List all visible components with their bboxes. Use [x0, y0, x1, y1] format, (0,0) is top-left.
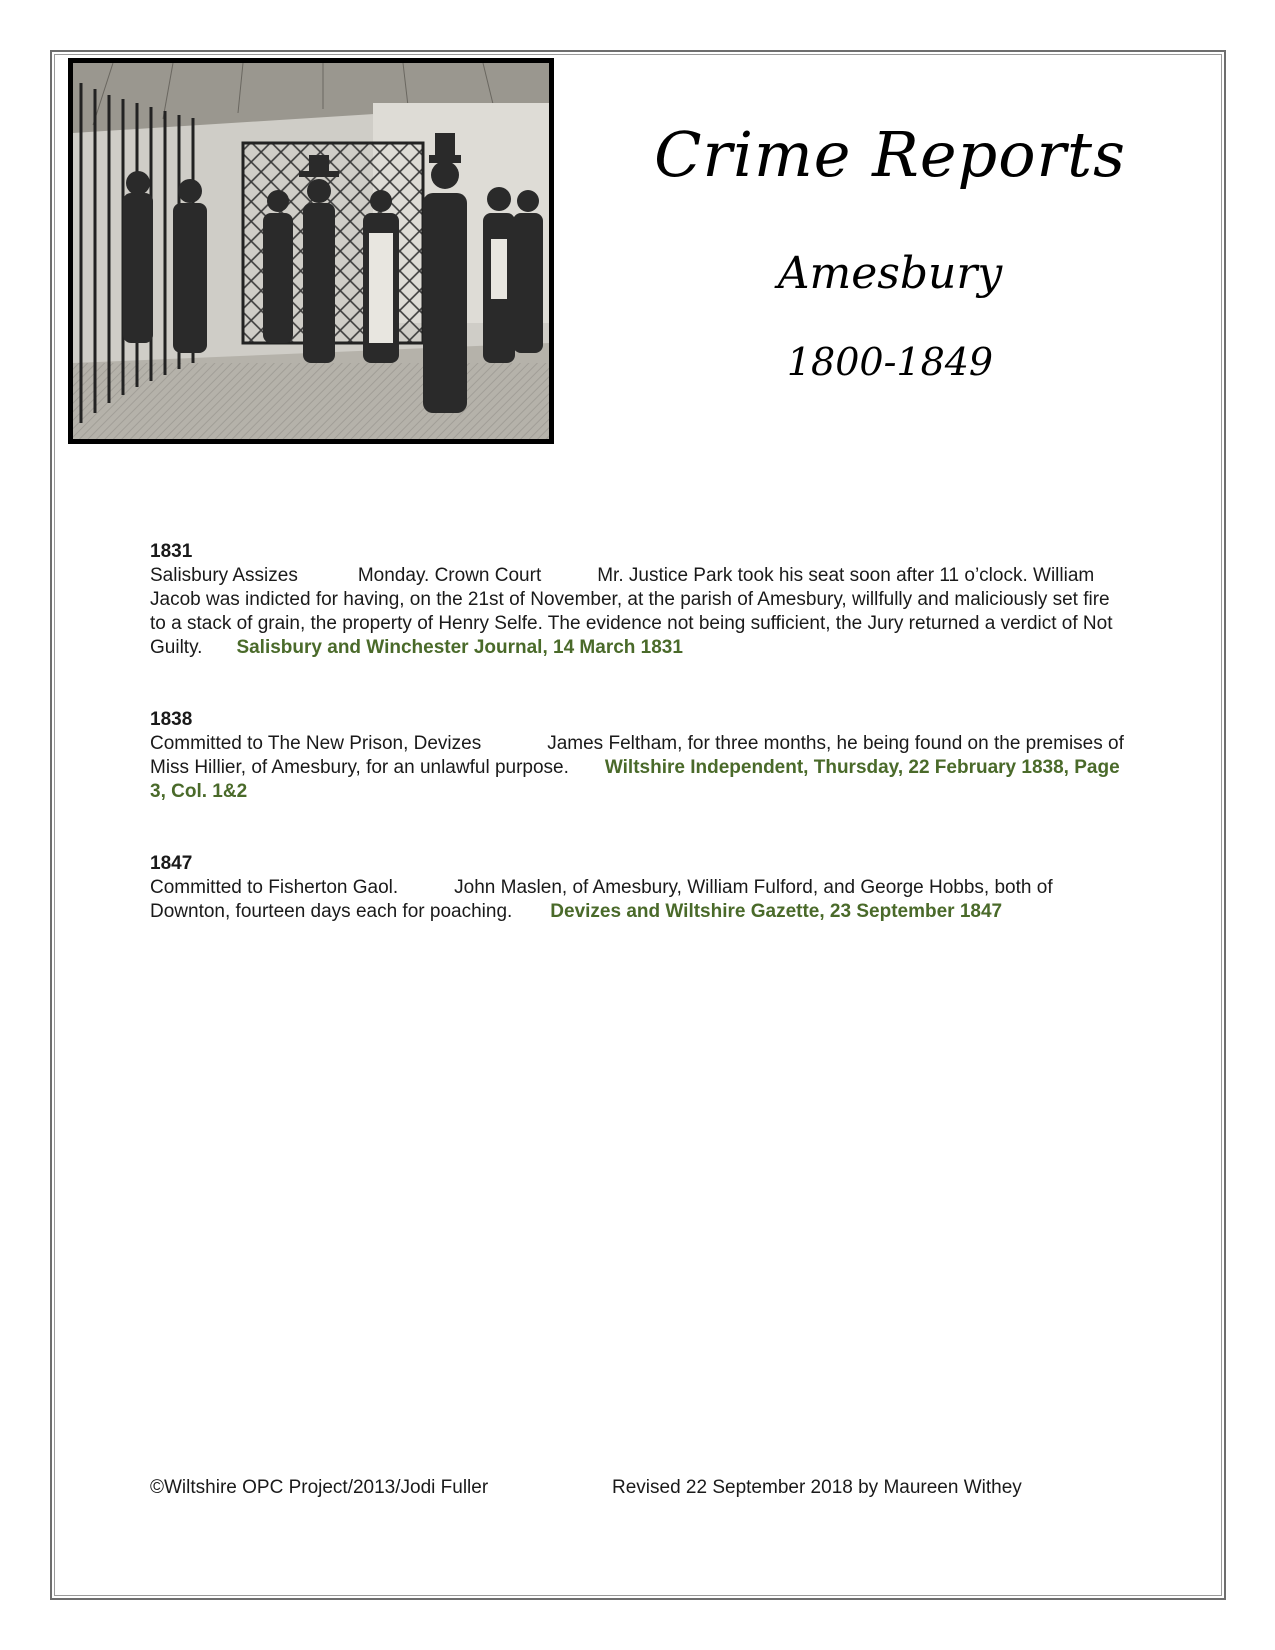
entry-source: Wiltshire Independent, Thursday, 22 February 1838, Page 3, Col. 1&2 — [150, 757, 1120, 802]
entry-court: Committed to Fisherton Gaol. — [150, 877, 399, 898]
entry-year: 1847 — [150, 853, 193, 874]
footer-copyright: ©Wiltshire OPC Project/2013/Jodi Fuller — [150, 1477, 489, 1498]
entry-text: John Maslen, of Amesbury, William Fulford, and George Hobbs, both of Downton, fourteen days each for poaching. — [150, 877, 1053, 922]
engraving-illustration — [73, 63, 549, 439]
crime-entry — [150, 708, 1130, 804]
entry-source: Salisbury and Winchester Journal, 14 March 1831 — [236, 637, 683, 658]
prison-gate-engraving — [68, 58, 554, 444]
crime-entry — [150, 852, 1130, 924]
entry-court: Salisbury Assizes — [150, 565, 298, 586]
footer-revised: Revised 22 September 2018 by Maureen Withey — [612, 1477, 1022, 1498]
entry-source: Devizes and Wiltshire Gazette, 23 September 1847 — [550, 901, 1003, 922]
entry-court: Committed to The New Prison, Devizes — [150, 733, 482, 754]
entry-year: 1838 — [150, 709, 193, 730]
page-title: Crime Reports — [654, 118, 1126, 191]
entry-text: Mr. Justice Park took his seat soon after 11 o’clock. William Jacob was indicted for having, on the 21st of November, at the parish of Amesbury, willfully and maliciously set fire to a stack of grain, the property of Henry Selfe. The evidence not being sufficient, the Jury returned a verdict of Not Guilty. — [150, 565, 1113, 658]
place-heading: Amesbury — [777, 248, 1003, 299]
entry-session: Monday. Crown Court — [357, 565, 542, 586]
entry-year: 1831 — [150, 541, 193, 562]
entry-text: James Feltham, for three months, he being found on the premises of Miss Hillier, of Amesbury, for an unlawful purpose. — [150, 733, 1124, 778]
years-heading: 1800-1849 — [786, 340, 994, 384]
crime-entry — [150, 540, 1130, 660]
